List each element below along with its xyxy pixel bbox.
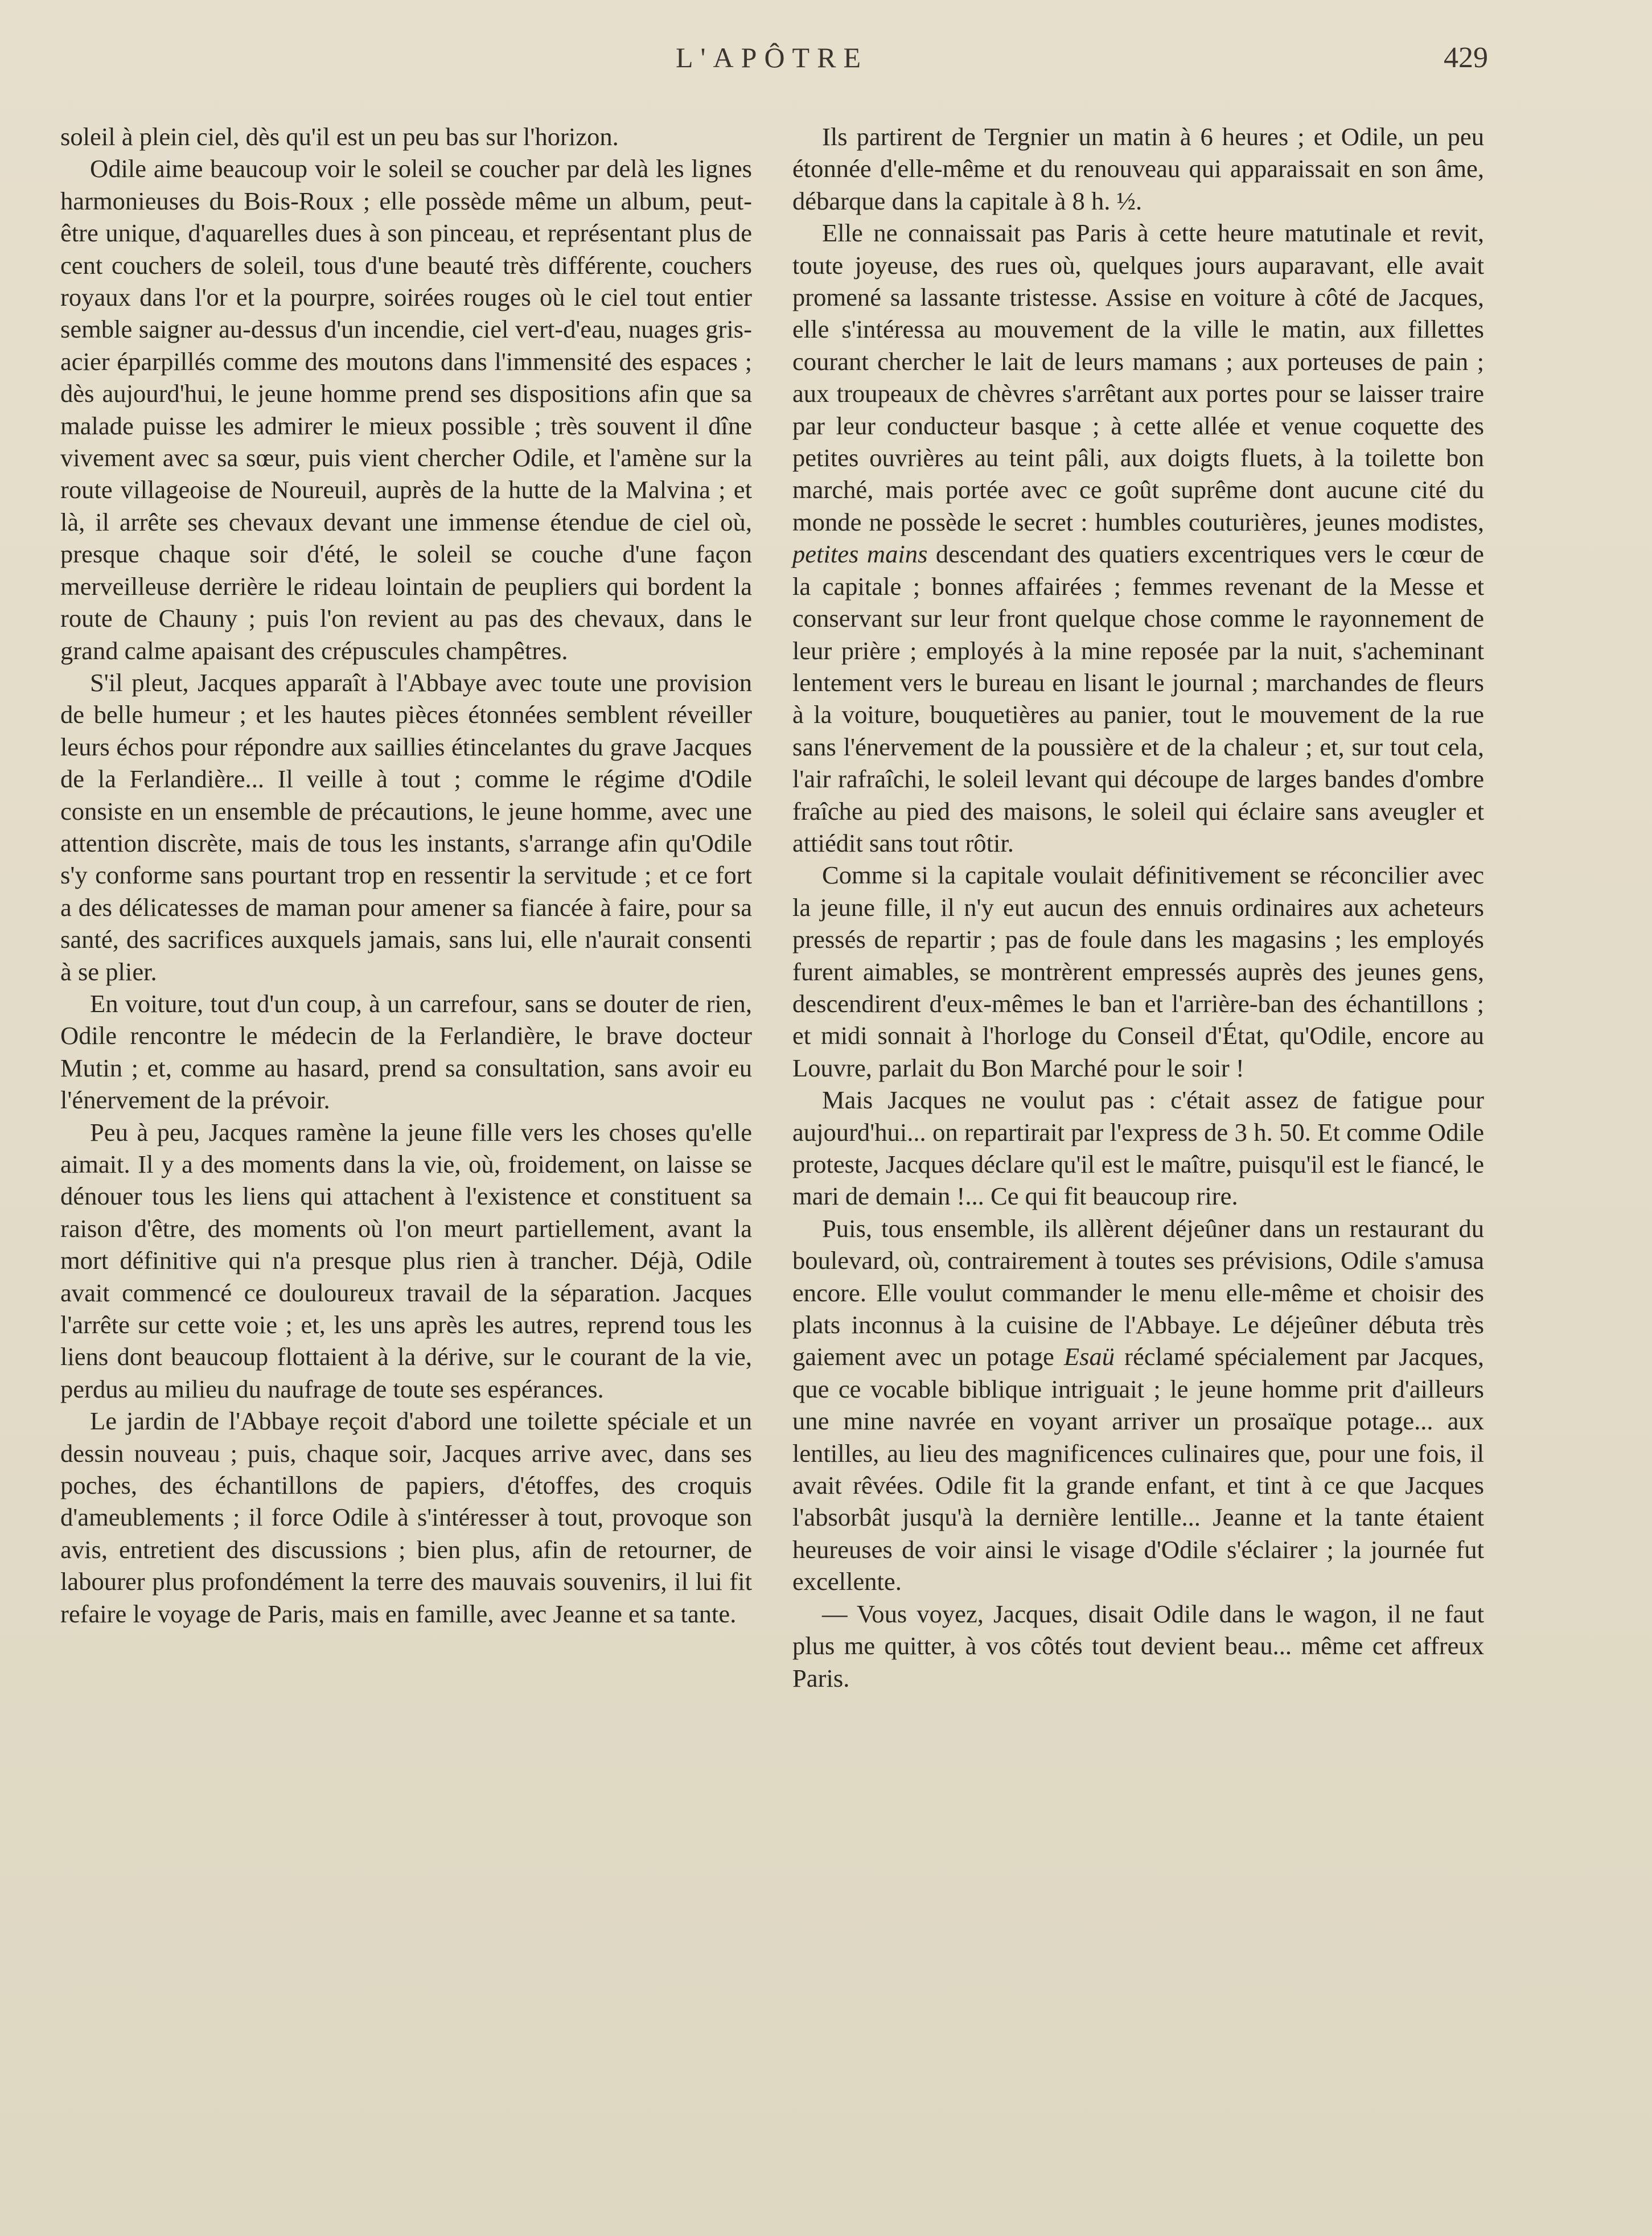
paragraph: Ils partirent de Tergnier un matin à 6 heures ; et Odile, un peu étonnée d'elle-même et du renouveau qui apparaissait en son âme, débarque dans la capitale à 8 h. ½.: [792, 122, 1484, 215]
paragraph: Comme si la capitale voulait définitivement se réconcilier avec la jeune fille, il n'y eut aucun des ennuis ordinaires aux acheteurs pressés de repartir ; pas de foule dans les magasins ; les employés furent aimables, se montrèrent empressés auprès des jeunes gens, descendirent d'eux-mêmes le ban et l'arrière-ban des échantillons ; et midi sonnait à l'horloge du Conseil d'État, qu'Odile, encore au Louvre, parlait du Bon Marché pour le soir !: [792, 861, 1484, 1082]
paragraph: [792, 217, 1484, 859]
italic-phrase: Esaü: [1063, 1342, 1115, 1371]
right-column: [792, 121, 1484, 1694]
paragraph-text: descendant des quatiers excentriques vers le cœur de la capitale ; bonnes affairées ; femmes revenant de la Messe et conservant sur leur front quelque chose comme le rayonnement de leur prière ; employés à la mine reposée par la nuit, s'acheminant lentement vers le bureau en lisant le journal ; marchandes de fleurs à la voiture, bouquetières au panier, tout le mouvement de la rue sans l'énervement de la poussière et de la chaleur ; et, sur tout cela, l'air rafraîchi, le soleil levant qui découpe de larges bandes d'ombre fraîche au pied des maisons, le soleil qui éclaire sans aveugler et attiédit sans tout rôtir.: [792, 540, 1484, 857]
paragraph: Le jardin de l'Abbaye reçoit d'abord une toilette spéciale et un dessin nouveau ; puis, chaque soir, Jacques arrive avec, dans ses poches, des échantillons de papiers, d'étoffes, des croquis d'ameublements ; il force Odile à s'intéresser à tout, provoque son avis, entretient des discussions ; bien plus, afin de retourner, de labourer plus profondément la terre des mauvais souvenirs, il lui fit refaire le voyage de Paris, mais en famille, avec Jeanne et sa tante.: [60, 1407, 752, 1628]
left-column: [60, 121, 752, 1630]
paragraph: En voiture, tout d'un coup, à un carrefour, sans se douter de rien, Odile rencontre le médecin de la Ferlandière, le brave docteur Mutin ; et, comme au hasard, prend sa consultation, sans avoir eu l'énervement de la prévoir.: [60, 989, 752, 1115]
paragraph-text: Puis, tous ensemble, ils allèrent déjeûner dans un restaurant du boulevard, où, contrairement à toutes ses prévisions, Odile s'amusa encore. Elle voulut commander le menu elle-même et choisir des plats inconnus à la cuisine de l'Abbaye. Le déjeûner débuta très gaiement avec un potage: [792, 1214, 1484, 1371]
paragraph: [792, 1212, 1484, 1598]
paragraph: S'il pleut, Jacques apparaît à l'Abbaye avec toute une provision de belle humeur ; et les hautes pièces étonnées semblent réveiller leurs échos pour répondre aux saillies étincelantes du grave Jacques de la Ferlandière... Il veille à tout ; comme le régime d'Odile consiste en un ensemble de précautions, le jeune homme, avec une attention discrète, mais de tous les instants, s'arrange afin qu'Odile s'y conforme sans pourtant trop en ressentir la servitude ; et ce fort a des délicatesses de maman pour amener sa fiancée à faire, pour sa santé, des sacrifices auxquels jamais, sans lui, elle n'aurait consenti à se plier.: [60, 668, 752, 986]
running-title: L'APÔTRE: [675, 42, 868, 73]
paragraph: Mais Jacques ne voulut pas : c'était assez de fatigue pour aujourd'hui... on repartirait par l'express de 3 h. 50. Et comme Odile proteste, Jacques déclare qu'il est le maître, puisqu'il est le fiancé, le mari de demain !... Ce qui fit beaucoup rire.: [792, 1086, 1484, 1211]
paragraph: Peu à peu, Jacques ramène la jeune fille vers les choses qu'elle aimait. Il y a des moments dans la vie, où, froidement, on laisse se dénouer tous les liens qui attachent à l'existence et constituent sa raison d'être, des moments où l'on meurt partiellement, avant la mort définitive qui n'a presque plus rien à trancher. Déjà, Odile avait commencé ce douloureux travail de la séparation. Jacques l'arrête sur cette voie ; et, les uns après les autres, reprend tous les liens dont beaucoup flottaient à la dérive, sur le courant de la vie, perdus au milieu du naufrage de toute ses espérances.: [60, 1117, 752, 1403]
paragraph: soleil à plein ciel, dès qu'il est un peu bas sur l'horizon.: [60, 122, 619, 151]
paragraph-text: réclamé spécialement par Jacques, que ce vocable biblique intriguait ; le jeune homme prit d'ailleurs une mine navrée en voyant arriver un prosaïque potage... aux lentilles, au lieu des magnificences culinaires que, pour une fois, il avait rêvées. Odile fit la grande enfant, et tint à ce que Jacques l'absorbât jusqu'à la dernière lentille... Jeanne et la tante étaient heureuses de voir ainsi le visage d'Odile s'éclairer ; la journée fut excellente.: [792, 1342, 1484, 1596]
page-number: 429: [1444, 42, 1488, 74]
paragraph: Odile aime beaucoup voir le soleil se coucher par delà les lignes harmonieuses du Bois-Roux ; elle possède même un album, peut-être unique, d'aquarelles dues à son pinceau, et représentant plus de cent couchers de soleil, tous d'une beauté très différente, couchers royaux dans l'or et la pourpre, soirées rouges où le ciel tout entier semble saigner au-dessus d'un incendie, ciel vert-d'eau, nuages gris-acier éparpillés comme des moutons dans l'immensité des espaces ; dès aujourd'hui, le jeune homme prend ses dispositions afin que sa malade puisse les admirer le mieux possible ; très souvent il dîne vivement avec sa sœur, puis vient chercher Odile, et l'amène sur la route villageoise de Noureuil, auprès de la hutte de la Malvina ; et là, il arrête ses chevaux devant une immense étendue de ciel où, presque chaque soir d'été, le soleil se couche d'une façon merveilleuse derrière le rideau lointain de peupliers qui bordent la route de Chauny ; puis l'on revient au pas des chevaux, dans le grand calme apaisant des crépuscules champêtres.: [60, 154, 752, 665]
paragraph: — Vous voyez, Jacques, disait Odile dans le wagon, il ne faut plus me quitter, à vos côtés tout devient beau... même cet affreux Paris.: [792, 1599, 1484, 1692]
page-header: [60, 41, 1488, 81]
paragraph-text: Elle ne connaissait pas Paris à cette heure matutinale et revit, toute joyeuse, des rues où, quelques jours auparavant, elle avait promené sa lassante tristesse. Assise en voiture à côté de Jacques, elle s'intéressa au mouvement de la ville le matin, aux fillettes courant chercher le lait de leurs mamans ; aux porteuses de pain ; aux troupeaux de chèvres s'arrêtant aux portes pour se laisser traire par leur conducteur basque ; à cette allée et venue coquette des petites ouvrières au teint pâli, aux doigts fluets, à la toilette bon marché, mais portée avec ce goût suprême dont aucune cité du monde ne possède le secret : humbles couturières, jeunes modistes,: [792, 219, 1484, 536]
italic-phrase: petites mains: [792, 540, 928, 569]
